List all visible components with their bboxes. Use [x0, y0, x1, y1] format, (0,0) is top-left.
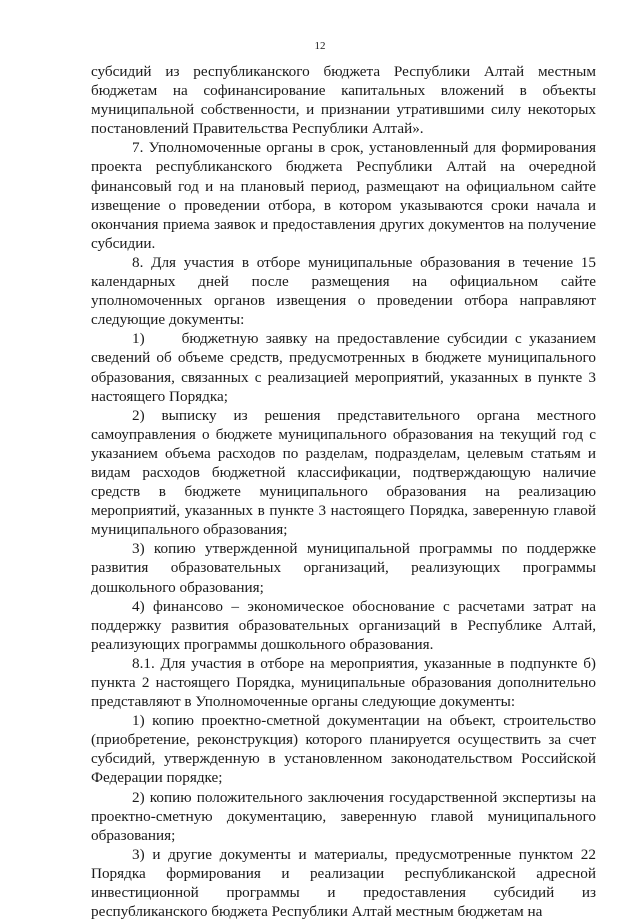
paragraph-clause-8: 8. Для участия в отборе муниципальные образования в течение 15 календарных дней после размещения на официальном сайте уполномоченных органов извещения о проведении отбора направляют следующие документы: [91, 253, 596, 329]
list-item-8-3: 3) копию утвержденной муниципальной программы по поддержке развития образовательных организаций, реализующих программы дошкольного образования; [91, 540, 596, 596]
list-item-8-2: 2) выписку из решения представительного органа местного самоуправления о бюджете муниципального образования на текущий год с указанием объема расходов по разделам, подразделам, целевым статьям и видам расходов бюджетной классификации, подтверждающую наличие средств в бюджете муниципального образования на реализацию мероприятий, указанных в пункте 3 настоящего Порядка, заверенную главой муниципального образования; [91, 406, 596, 539]
list-item-8-1-3: 3) и другие документы и материалы, предусмотренные пунктом 22 Порядка формирования и реализации республиканской адресной инвестиционной программы и предоставления субсидий из республиканского бюджета Республики Алтай местным бюджетам на [91, 845, 596, 921]
paragraph-clause-8-1: 8.1. Для участия в отборе на мероприятия, указанные в подпункте б) пункта 2 настоящего Порядка, муниципальные образования дополнительно представляют в Уполномоченные органы следующие документы: [91, 654, 596, 711]
paragraph-continuation: субсидий из республиканского бюджета Республики Алтай местным бюджетам на софинансирование капитальных вложений в объекты муниципальной собственности, и признании утратившими силу некоторых постановлений Правительства Республики Алтай». [91, 63, 596, 138]
list-item-8-1-2: 2) копию положительного заключения государственной экспертизы на проектно-сметную документацию, заверенную главой муниципального образования; [91, 788, 596, 844]
document-body [91, 62, 600, 921]
list-item-8-1: 1) бюджетную заявку на предоставление субсидии с указанием сведений об объеме средств, предусмотренных в бюджете муниципального образования, связанных с реализацией мероприятий, указанных в пункте 3 настоящего Порядка; [91, 330, 600, 405]
paragraph-clause-7: 7. Уполномоченные органы в срок, установленный для формирования проекта республиканского бюджета Республики Алтай на очередной финансовый год и на плановый период, размещают на официальном сайте извещение о проведении отбора, в котором указываются сроки начала и окончания приема заявок и предоставления других документов на получение субсидии. [91, 139, 596, 252]
list-item-8-1-1: 1) копию проектно-сметной документации на объект, строительство (приобретение, реконструкция) которого планируется осуществить за счет субсидий, утвержденную в установленном законодательством Российской Федерации порядке; [91, 712, 596, 787]
list-item-8-4: 4) финансово – экономическое обоснование с расчетами затрат на поддержку развития образовательных организаций в Республике Алтай, реализующих программы дошкольного образования. [91, 597, 596, 653]
page-number: 12 [314, 40, 326, 52]
